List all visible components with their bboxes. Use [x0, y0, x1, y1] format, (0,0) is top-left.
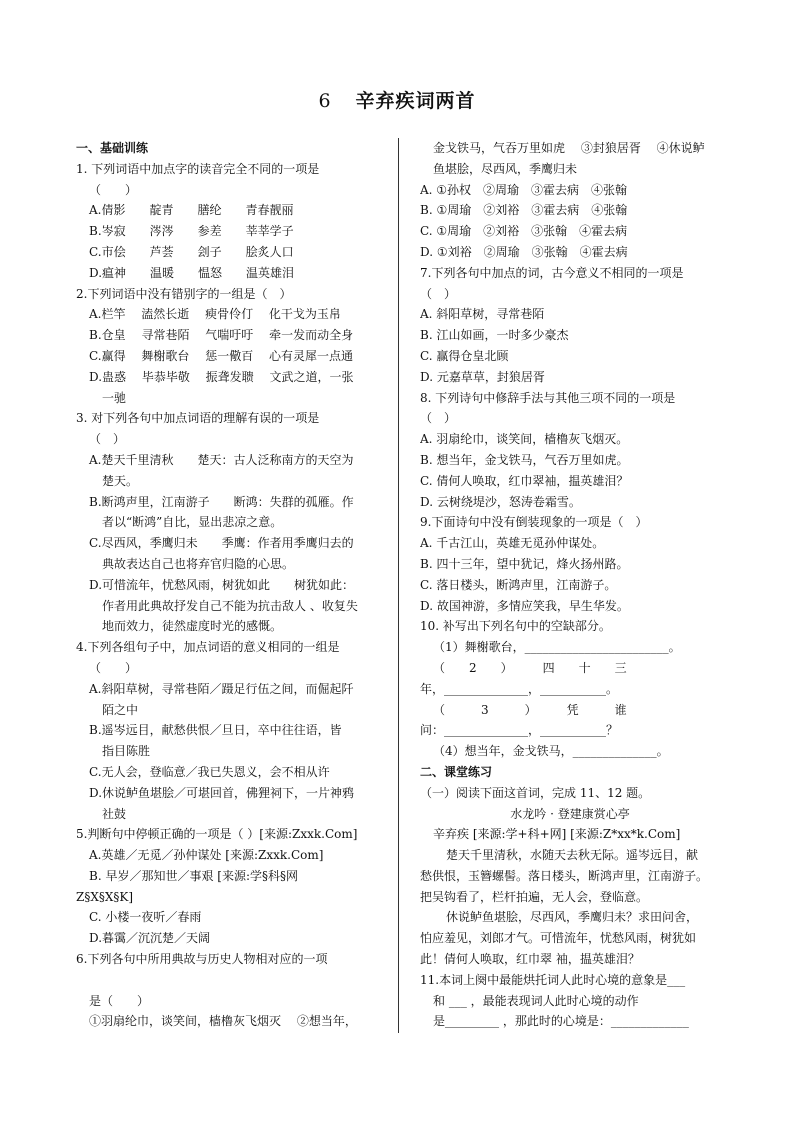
text-line — [76, 970, 382, 991]
text-line: A. 斜阳草树，寻常巷陌 — [420, 307, 545, 322]
text-line: C.无人会，登临意／我已失恩义，会不相从许 — [89, 764, 330, 779]
text-line: （ ） — [420, 286, 457, 301]
text-line: ①羽扇纶巾，谈笑间，樯橹灰飞烟灭 ②想当年， — [89, 1014, 357, 1029]
text-line: 3. 对下列各句中加点词语的理解有误的一项是 — [76, 411, 320, 426]
text-line: 休说鲈鱼堪脍，尽西风，季鹰归未？求田问舍， — [446, 910, 699, 925]
right-column — [420, 138, 720, 1032]
text-line: 楚天。 — [102, 473, 139, 488]
text-line: 问：______________，___________？ — [420, 723, 619, 738]
text-line: A.楚天千里清秋 楚天：古人泛称南方的天空为 — [89, 452, 354, 467]
text-line: 把吴钩看了，栏杆拍遍，无人会，登临意。 — [420, 889, 649, 904]
text-line: D.休说鲈鱼堪脍／可堪回首，佛狸祠下，一片神鸦 — [89, 785, 355, 800]
page-title — [0, 86, 794, 113]
text-line: B. 想当年，金戈铁马，气吞万里如虎。 — [420, 452, 629, 467]
text-line: D. 故国神游，多情应笑我，早生华发。 — [420, 598, 629, 613]
text-line: 1. 下列词语中加点字的读音完全不同的一项是 — [76, 161, 320, 176]
text-line: 者以“断鸿”自比，显出悲凉之意。 — [102, 515, 283, 530]
text-line: 楚天千里清秋，水随天去秋无际。遥岑远目，献 — [446, 848, 699, 863]
text-line: 社鼓 — [102, 806, 127, 821]
text-line: B.仓皇 寻常巷陌 气喘吁吁 牵一发而动全身 — [89, 328, 354, 343]
text-line: （ 3 ） 凭 谁 — [433, 702, 627, 717]
text-line: （一）阅读下面这首词，完成 11、12 题。 — [420, 785, 651, 800]
text-line: 是_________ ，那此时的心境是：_____________ — [433, 1014, 689, 1029]
text-line: A.斜阳草树，寻常巷陌／蹑足行伍之间，而倔起阡 — [89, 681, 354, 696]
text-line: 指目陈胜 — [102, 744, 151, 759]
text-line: C.尽西风，季鹰归未 季鹰：作者用季鹰归去的 — [89, 536, 354, 551]
text-line: B. 早岁／那知世／事艰 [来源:学§科§网 — [89, 868, 298, 883]
text-line: 是（ ） — [89, 993, 150, 1008]
text-line: 水龙吟 · 登建康赏心亭 — [510, 806, 630, 821]
text-line: C.市侩 芦荟 刽子 脍炙人口 — [89, 244, 294, 259]
left-column — [76, 138, 382, 1032]
text-line: 愁供恨，玉簪螺髻。落日楼头，断鸿声里，江南游子。 — [420, 868, 709, 883]
text-line: A.倩影 靛青 膳纶 青春靓丽 — [89, 203, 294, 218]
text-line: B. 江山如画，一时多少豪杰 — [420, 328, 569, 343]
text-line: B.岑寂 涔涔 参差 莘莘学子 — [89, 224, 294, 239]
text-line: D.蛊惑 毕恭毕敬 振聋发聩 文武之道，一张 — [89, 369, 354, 384]
text-line: A. ①孙权 ②周瑜 ③霍去病 ④张翰 — [420, 182, 628, 197]
text-line: （ ） — [420, 411, 457, 426]
text-line: D.瘟神 温暖 愠怒 温英雄泪 — [89, 265, 295, 280]
text-line: Z§X§X§K] — [76, 889, 134, 904]
text-line: 一驰 — [102, 390, 127, 405]
text-line: D. ①刘裕 ②周瑜 ③张翰 ④霍去病 — [420, 244, 628, 259]
text-line: 11.本词上阕中最能烘托词人此时心境的意象是___ — [420, 972, 686, 987]
text-line: 5.判断句中停顿正确的一项是（ ）[来源:Zxxk.Com] — [76, 827, 358, 842]
text-line: 地而效力，徒然虚度时光的感慨。 — [102, 619, 283, 634]
text-line: 此！倩何人唤取，红巾翠 袖，揾英雄泪？ — [420, 952, 640, 967]
text-line: C. 倩何人唤取，红巾翠袖，揾英雄泪？ — [420, 473, 629, 488]
text-line: 10. 补写出下列名句中的空缺部分。 — [420, 619, 611, 634]
text-line: 陌之中 — [102, 702, 139, 717]
section-heading: 二、课堂练习 — [420, 764, 493, 779]
text-line: 2.下列词语中没有错别字的一组是（ ） — [76, 286, 292, 301]
text-line: C. 赢得仓皇北顾 — [420, 348, 509, 363]
text-line: A. 羽扇纶巾，谈笑间，樯橹灰飞烟灭。 — [420, 432, 629, 447]
text-line: 金戈铁马，气吞万里如虎 ③封狼居胥 ④休说鲈 — [433, 141, 705, 155]
text-line: 怕应羞见，刘郎才气。可惜流年，忧愁风雨，树犹如 — [420, 931, 697, 946]
text-line: D.可惜流年，忧愁风雨，树犹如此 树犹如此： — [89, 577, 355, 592]
text-line: （ ） — [89, 432, 126, 447]
text-line: （4）想当年，金戈铁马，______________。 — [433, 744, 669, 759]
text-line: 鱼堪脍，尽西风，季鹰归未 — [433, 161, 578, 176]
text-line: D. 云树绕堤沙，怒涛卷霜雪。 — [420, 494, 581, 509]
text-line: 9.下面诗句中没有倒装现象的一项是（ ） — [420, 515, 648, 530]
section-heading: 一、基础训练 — [76, 141, 149, 155]
text-line: （1）舞榭歌台，________________________。 — [433, 640, 681, 655]
text-line: C.赢得 舞榭歌台 惩一儆百 心有灵犀一点通 — [89, 348, 354, 363]
text-line: 作者用此典故抒发自己不能为抗击敌人 、收复失 — [102, 598, 358, 613]
text-line: 4.下列各组句子中，加点词语的意义相同的一组是 — [76, 640, 340, 655]
text-line: C. 小楼一夜听／春雨 — [89, 910, 202, 925]
text-line: B.断鸿声里，江南游子 断鸿：失群的孤雁。作 — [89, 494, 354, 509]
text-line: B. ①周瑜 ②刘裕 ③霍去病 ④张翰 — [420, 203, 628, 218]
text-line: （ 2 ） 四 十 三 — [433, 660, 627, 675]
text-line: 辛弃疾 [来源:学+科+网] [来源:Z*xx*k.Com] — [433, 827, 681, 842]
text-line: 6.下列各句中所用典故与历史人物相对应的一项 — [76, 952, 328, 967]
column-divider — [398, 138, 399, 1033]
text-line: 和 ___ ，最能表现词人此时心境的动作 — [433, 993, 639, 1008]
text-line: A.英雄／无觅／孙仲谋处 [来源:Zxxk.Com] — [89, 848, 324, 863]
text-line: C. ①周瑜 ②刘裕 ③张翰 ④霍去病 — [420, 224, 628, 239]
text-line: C. 落日楼头，断鸿声里，江南游子。 — [420, 577, 617, 592]
text-line: 典故表达自己也将弃官归隐的心思。 — [102, 556, 295, 571]
text-line: A.栏竿 溘然长逝 瘐骨伶仃 化干戈为玉帛 — [89, 307, 341, 322]
chapter-number: 6 — [318, 90, 332, 112]
text-line: 年，______________，___________。 — [420, 681, 619, 696]
text-line: （ ） — [89, 182, 138, 197]
text-line: B.遥岑远目，献愁供恨／旦日，卒中往往语，皆 — [89, 723, 342, 738]
text-line: （ ） — [89, 660, 138, 675]
text-line: D. 元嘉草草，封狼居胥 — [420, 369, 545, 384]
text-line: A. 千古江山，英雄无觅孙仲谋处。 — [420, 536, 605, 551]
chapter-title: 辛弃疾词两首 — [355, 90, 476, 112]
text-line: 7.下列各句中加点的词，古今意义不相同的一项是 — [420, 265, 684, 280]
text-line: 8. 下列诗句中修辞手法与其他三项不同的一项是 — [420, 390, 676, 405]
text-line: B. 四十三年，望中犹记，烽火扬州路。 — [420, 556, 629, 571]
text-line: D.暮霭／沉沉楚／天阔 — [89, 931, 211, 946]
